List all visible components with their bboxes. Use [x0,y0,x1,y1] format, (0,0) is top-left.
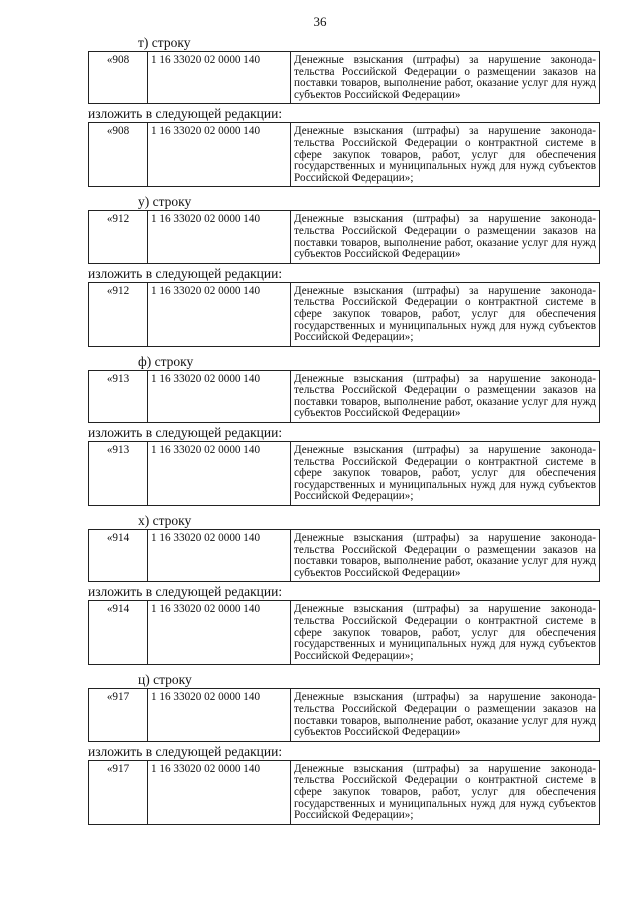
admin-code: «917 [89,760,148,824]
revenue-description: Денежные взыскания (штрафы) за нарушение законода-тельства Российской Федерации о контрактной системе в сфере закупок товаров, работ, услуг для обеспечения государственных и муниципальных нужд для нужд субъектов Российской Федерации»; [294,284,596,344]
new-row-table [88,282,600,347]
budget-classification-code: 1 16 33020 02 0000 140 [148,211,291,263]
admin-code: «912 [89,211,148,263]
budget-classification-code: 1 16 33020 02 0000 140 [148,530,291,582]
admin-code: «908 [89,52,148,104]
admin-code: «908 [89,123,148,187]
edit-heading: изложить в следующей редакции: [88,265,283,281]
old-row-table [88,529,600,582]
budget-classification-code: 1 16 33020 02 0000 140 [148,760,291,824]
revenue-description: Денежные взыскания (штрафы) за нарушение законода-тельства Российской Федерации о контрактной системе в сфере закупок товаров, работ, услуг для обеспечения государственных и муниципальных нужд для нужд субъектов Российской Федерации»; [294,125,596,184]
revenue-description: Денежные взыскания (штрафы) за нарушение законода-тельства Российской Федерации о контрактной системе в сфере закупок товаров, работ, услуг для обеспечения государственных и муниципальных нужд для нужд субъектов Российской Федерации»; [294,444,596,503]
old-row-table [88,210,600,263]
budget-classification-code: 1 16 33020 02 0000 140 [148,601,291,665]
document-body [88,34,600,831]
budget-classification-code: 1 16 33020 02 0000 140 [148,370,291,422]
budget-classification-code: 1 16 33020 02 0000 140 [148,123,291,187]
revenue-description: Денежные взыскания (штрафы) за нарушение законода-тельства Российской Федерации о размещении заказов на поставки товаров, выполнение работ, оказание услуг для нужд субъектов Российской Федерации» [294,532,596,579]
revenue-description: Денежные взыскания (штрафы) за нарушение законода-тельства Российской Федерации о размещении заказов на поставки товаров, выполнение работ, оказание услуг для нужд субъектов Российской Федерации» [294,372,596,420]
admin-code: «914 [89,530,148,582]
admin-code: «914 [89,601,148,665]
admin-code: «917 [89,689,148,741]
edit-heading: изложить в следующей редакции: [88,743,283,759]
admin-code: «913 [89,370,148,422]
letter-heading: ц) строку [138,672,192,688]
revenue-description: Денежные взыскания (штрафы) за нарушение законода-тельства Российской Федерации о размещении заказов на поставки товаров, выполнение работ, оказание услуг для нужд субъектов Российской Федерации» [294,54,596,101]
old-row-table [88,370,600,423]
admin-code: «913 [89,442,148,506]
revenue-description: Денежные взыскания (штрафы) за нарушение законода-тельства Российской Федерации о размещении заказов на поставки товаров, выполнение работ, оказание услуг для нужд субъектов Российской Федерации» [294,213,596,261]
old-row-table [88,51,600,104]
new-row-table [88,441,600,506]
budget-classification-code: 1 16 33020 02 0000 140 [148,689,291,741]
revenue-description: Денежные взыскания (штрафы) за нарушение законода-тельства Российской Федерации о контрактной системе в сфере закупок товаров, работ, услуг для обеспечения государственных и муниципальных нужд для нужд субъектов Российской Федерации»; [294,603,596,662]
budget-classification-code: 1 16 33020 02 0000 140 [148,52,291,104]
budget-classification-code: 1 16 33020 02 0000 140 [148,442,291,506]
edit-heading: изложить в следующей редакции: [88,425,283,441]
new-row-table [88,600,600,665]
budget-classification-code: 1 16 33020 02 0000 140 [148,282,291,346]
letter-heading: ф) строку [138,353,194,369]
old-row-table [88,688,600,741]
new-row-table [88,760,600,825]
edit-heading: изложить в следующей редакции: [88,106,283,122]
new-row-table [88,122,600,187]
revenue-description: Денежные взыскания (штрафы) за нарушение законода-тельства Российской Федерации о контрактной системе в сфере закупок товаров, работ, услуг для обеспечения государственных и муниципальных нужд для нужд субъектов Российской Федерации»; [294,762,596,822]
letter-heading: у) строку [138,194,192,210]
letter-heading: т) строку [138,35,191,50]
letter-heading: х) строку [138,513,192,529]
revenue-description: Денежные взыскания (штрафы) за нарушение законода-тельства Российской Федерации о размещении заказов на поставки товаров, выполнение работ, оказание услуг для нужд субъектов Российской Федерации» [294,691,596,739]
page-number: 36 [313,14,327,29]
admin-code: «912 [89,282,148,346]
edit-heading: изложить в следующей редакции: [88,584,283,600]
